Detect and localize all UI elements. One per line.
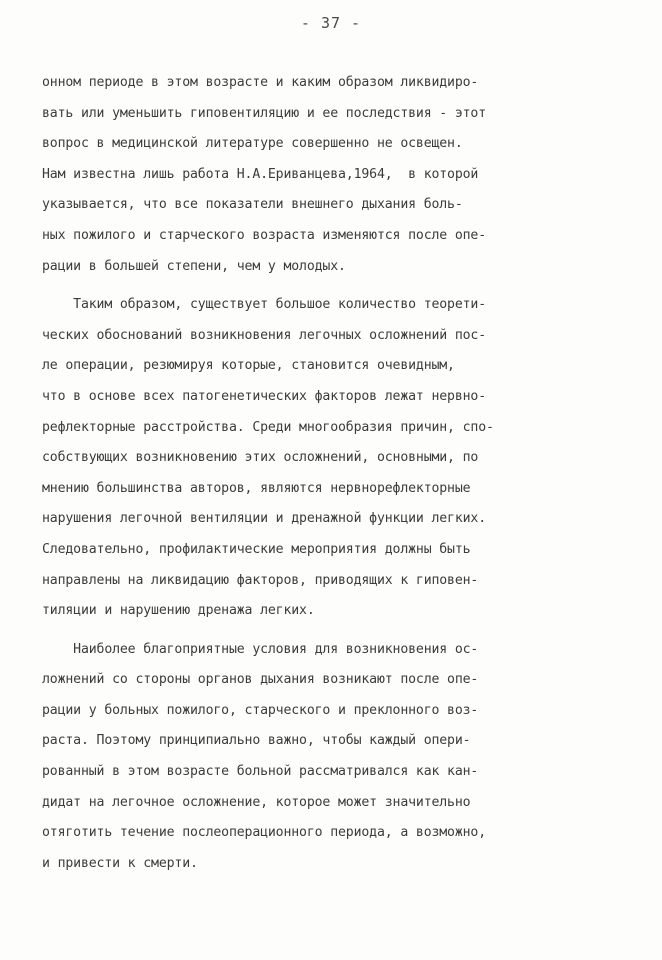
page-number: - 37 - (300, 14, 362, 32)
text-line: что в основе всех патогенетических факторов лежат нервно- (42, 388, 487, 404)
text-line: ных пожилого и старческого возраста изменяются после опе- (42, 227, 487, 243)
text-line: вать или уменьшить гиповентиляцию и ее последствия - этот (42, 105, 487, 121)
text-line: ложнений со стороны органов дыхания возникают после опе- (42, 672, 479, 688)
text-line: рации в большей степени, чем у молодых. (42, 258, 346, 274)
text-line: рованный в этом возрасте больной рассматривался как кан- (42, 764, 479, 780)
paragraph-3 (42, 635, 632, 880)
paragraph-1 (42, 68, 632, 282)
text-line: ле операции, резюмируя которые, становится очевидным, (42, 358, 455, 374)
text-line: рефлекторные расстройства. Среди многообразия причин, спо- (42, 419, 494, 435)
text-line: рации у больных пожилого, старческого и преклонного воз- (42, 702, 479, 718)
paragraph-2 (42, 290, 632, 627)
text-line: дидат на легочное осложнение, которое может значительно (42, 794, 471, 810)
text-line: Нам известна лишь работа Н.А.Ериванцева,1964, в которой (42, 166, 479, 182)
text-line: отяготить течение послеоперационного периода, а возможно, (42, 825, 487, 841)
text-line: мнению большинства авторов, являются нервнорефлекторные (42, 480, 471, 496)
document-body (42, 68, 632, 879)
text-line: Следовательно, профилактические мероприятия должны быть (42, 541, 471, 557)
text-line: собствующих возникновению этих осложнений, основными, по (42, 450, 479, 466)
text-line: нарушения легочной вентиляции и дренажной функции легких. (42, 511, 487, 527)
text-line: Наиболее благоприятные условия для возникновения ос- (42, 641, 479, 657)
text-line: направлены на ликвидацию факторов, приводящих к гиповен- (42, 572, 479, 588)
text-line: раста. Поэтому принципиально важно, чтобы каждый опери- (42, 733, 471, 749)
text-line: Таким образом, существует большое количество теорети- (42, 297, 487, 313)
text-line: тиляции и нарушению дренажа легких. (42, 603, 315, 619)
text-line: и привести к смерти. (42, 855, 198, 871)
text-line: ческих обоснований возникновения легочных осложнений пос- (42, 327, 487, 343)
text-line: вопрос в медицинской литературе совершенно не освещен. (42, 136, 463, 152)
text-line: указывается, что все показатели внешнего дыхания боль- (42, 197, 463, 213)
text-line: онном периоде в этом возрасте и каким образом ликвидиро- (42, 75, 479, 90)
